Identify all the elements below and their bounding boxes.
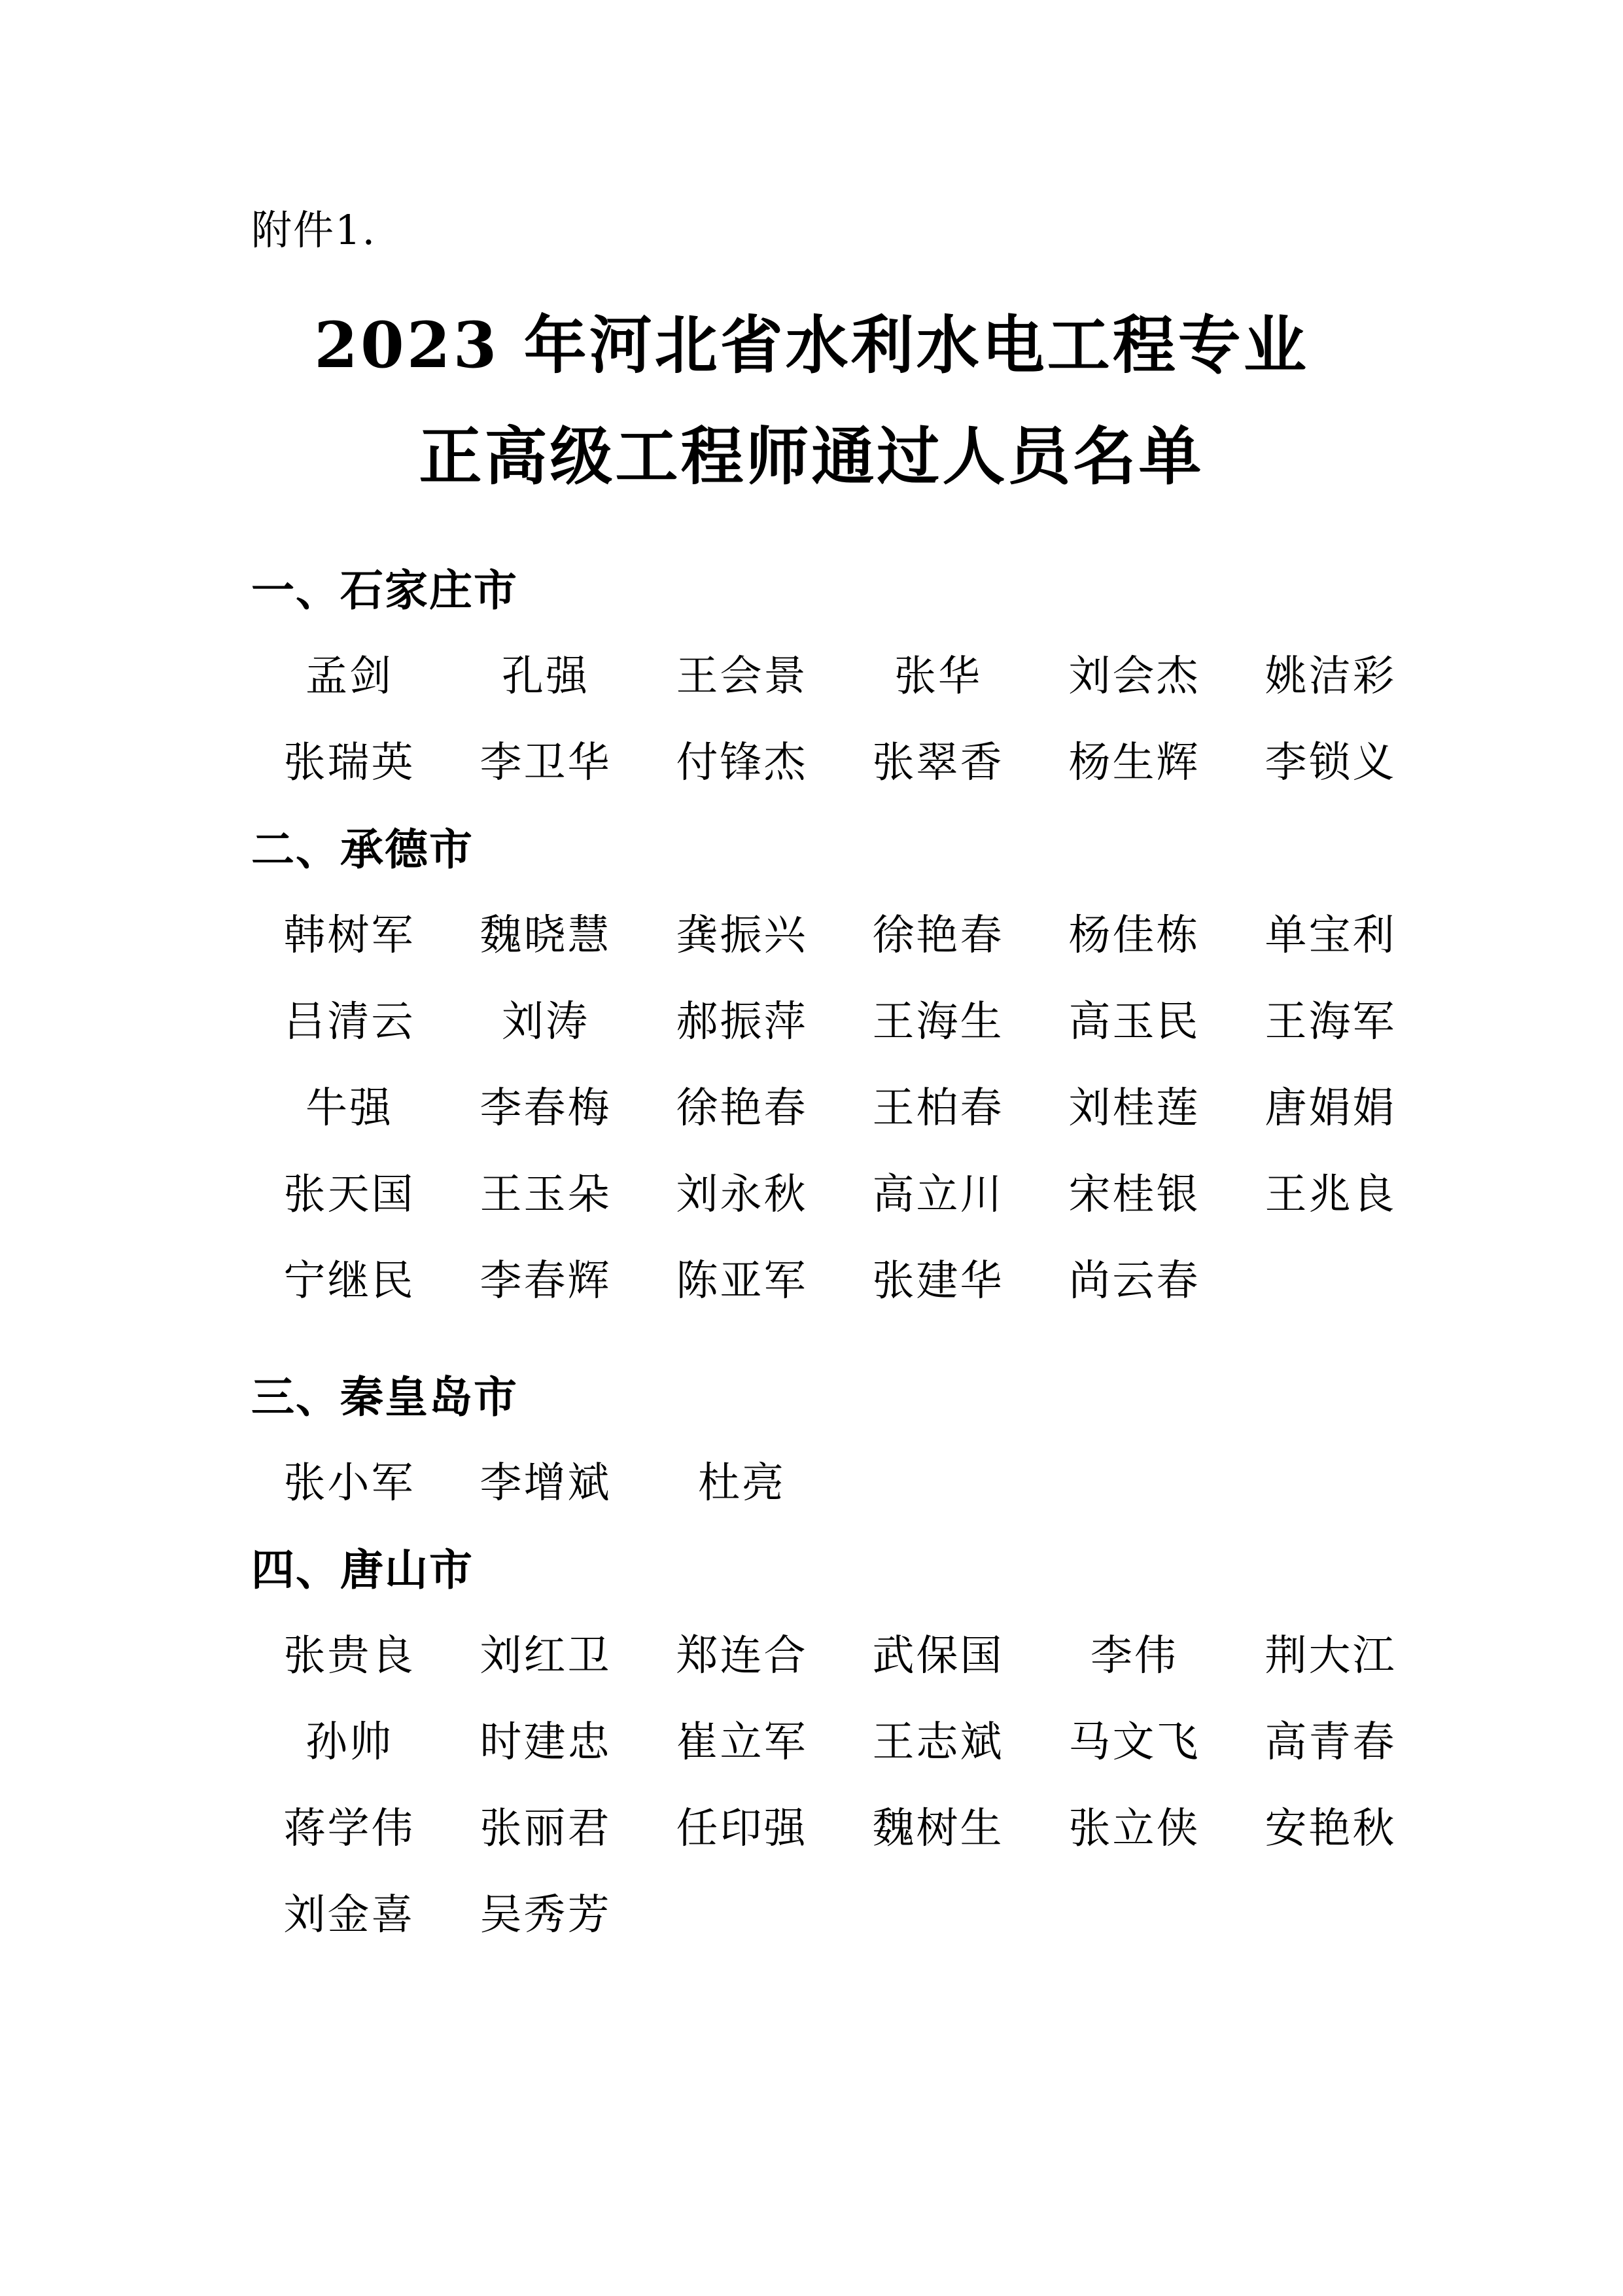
name-row: [251, 1436, 1429, 1523]
name-row: [251, 1609, 1429, 1695]
person-name: 陈亚军: [676, 1257, 808, 1305]
person-name: 刘金喜: [283, 1891, 415, 1939]
person-name: 尚云春: [1068, 1257, 1200, 1305]
section: [0, 1350, 1623, 1523]
person-name: 荆大江: [1265, 1632, 1397, 1680]
section: [0, 1523, 1623, 1954]
name-row: [251, 1868, 1429, 1954]
name-row: [251, 716, 1429, 802]
person-name: 孙帅: [305, 1718, 393, 1767]
section: [0, 543, 1623, 802]
person-name: 姚洁彩: [1265, 652, 1397, 701]
name-row: [251, 1782, 1429, 1868]
person-name: 李卫华: [480, 739, 612, 787]
person-name: 刘会杰: [1068, 652, 1200, 701]
document-title-line1: 2023 年河北省水利水电工程专业: [314, 308, 1309, 382]
section-heading: 一、石家庄市: [251, 564, 518, 616]
person-name: 龚振兴: [676, 911, 808, 960]
person-name: 郝振萍: [676, 998, 808, 1046]
person-name: 韩树军: [283, 911, 415, 960]
person-name: 杨生辉: [1068, 739, 1200, 787]
person-name: 张小军: [283, 1459, 415, 1508]
person-name: 高青春: [1265, 1718, 1397, 1767]
person-name: 王柏春: [872, 1084, 1004, 1133]
person-name: 蒋学伟: [283, 1805, 415, 1853]
person-name: 李增斌: [480, 1459, 612, 1508]
person-name: 张丽君: [480, 1805, 612, 1853]
person-name: 李春梅: [480, 1084, 612, 1133]
person-name: 马文飞: [1068, 1718, 1200, 1767]
attachment-label: 附件1.: [251, 206, 377, 254]
person-name: 单宝利: [1265, 911, 1397, 960]
person-name: 刘永秋: [676, 1171, 808, 1219]
section-heading: 二、承德市: [251, 823, 474, 875]
person-name: 张建华: [872, 1257, 1004, 1305]
person-name: 唐娟娟: [1265, 1084, 1397, 1133]
section: [0, 802, 1623, 1320]
person-name: 孟剑: [305, 652, 393, 701]
person-name: 吕清云: [283, 998, 415, 1046]
person-name: 时建忠: [480, 1718, 612, 1767]
person-name: 崔立军: [676, 1718, 808, 1767]
person-name: 张翠香: [872, 739, 1004, 787]
person-name: 杨佳栋: [1068, 911, 1200, 960]
name-row: [251, 975, 1429, 1061]
name-row: [251, 1148, 1429, 1234]
person-name: 安艳秋: [1265, 1805, 1397, 1853]
person-name: 郑连合: [676, 1632, 808, 1680]
person-name: 武保国: [872, 1632, 1004, 1680]
person-name: 王玉朵: [480, 1171, 612, 1219]
person-name: 宁继民: [283, 1257, 415, 1305]
person-name: 刘桂莲: [1068, 1084, 1200, 1133]
person-name: 宋桂银: [1068, 1171, 1200, 1219]
name-row: [251, 629, 1429, 716]
person-name: 高玉民: [1068, 998, 1200, 1046]
document-title-line2: 正高级工程师通过人员名单: [419, 419, 1204, 493]
name-row: [251, 1695, 1429, 1782]
person-name: 刘涛: [502, 998, 589, 1046]
person-name: 李锁义: [1265, 739, 1397, 787]
person-name: 魏树生: [872, 1805, 1004, 1853]
person-name: 张立侠: [1068, 1805, 1200, 1853]
person-name: 魏晓慧: [480, 911, 612, 960]
person-name: 王会景: [676, 652, 808, 701]
person-name: 王海军: [1265, 998, 1397, 1046]
person-name: 徐艳春: [872, 911, 1004, 960]
person-name: 牛强: [305, 1084, 393, 1133]
person-name: 孔强: [502, 652, 589, 701]
section-heading: 四、唐山市: [251, 1544, 474, 1595]
name-row: [251, 1234, 1429, 1320]
person-name: 王志斌: [872, 1718, 1004, 1767]
person-name: 李伟: [1091, 1632, 1178, 1680]
person-name: 付锋杰: [676, 739, 808, 787]
person-name: 任印强: [676, 1805, 808, 1853]
person-name: 杜亮: [698, 1459, 786, 1508]
person-name: 张贵良: [283, 1632, 415, 1680]
person-name: 刘红卫: [480, 1632, 612, 1680]
person-name: 吴秀芳: [480, 1891, 612, 1939]
person-name: 李春辉: [480, 1257, 612, 1305]
section-heading: 三、秦皇岛市: [251, 1371, 518, 1422]
sections-container: [0, 543, 1623, 1954]
person-name: 张天国: [283, 1171, 415, 1219]
person-name: 徐艳春: [676, 1084, 808, 1133]
person-name: 王海生: [872, 998, 1004, 1046]
person-name: 张瑞英: [283, 739, 415, 787]
name-row: [251, 1061, 1429, 1148]
person-name: 张华: [894, 652, 982, 701]
person-name: 高立川: [872, 1171, 1004, 1219]
name-row: [251, 889, 1429, 975]
person-name: 王兆良: [1265, 1171, 1397, 1219]
